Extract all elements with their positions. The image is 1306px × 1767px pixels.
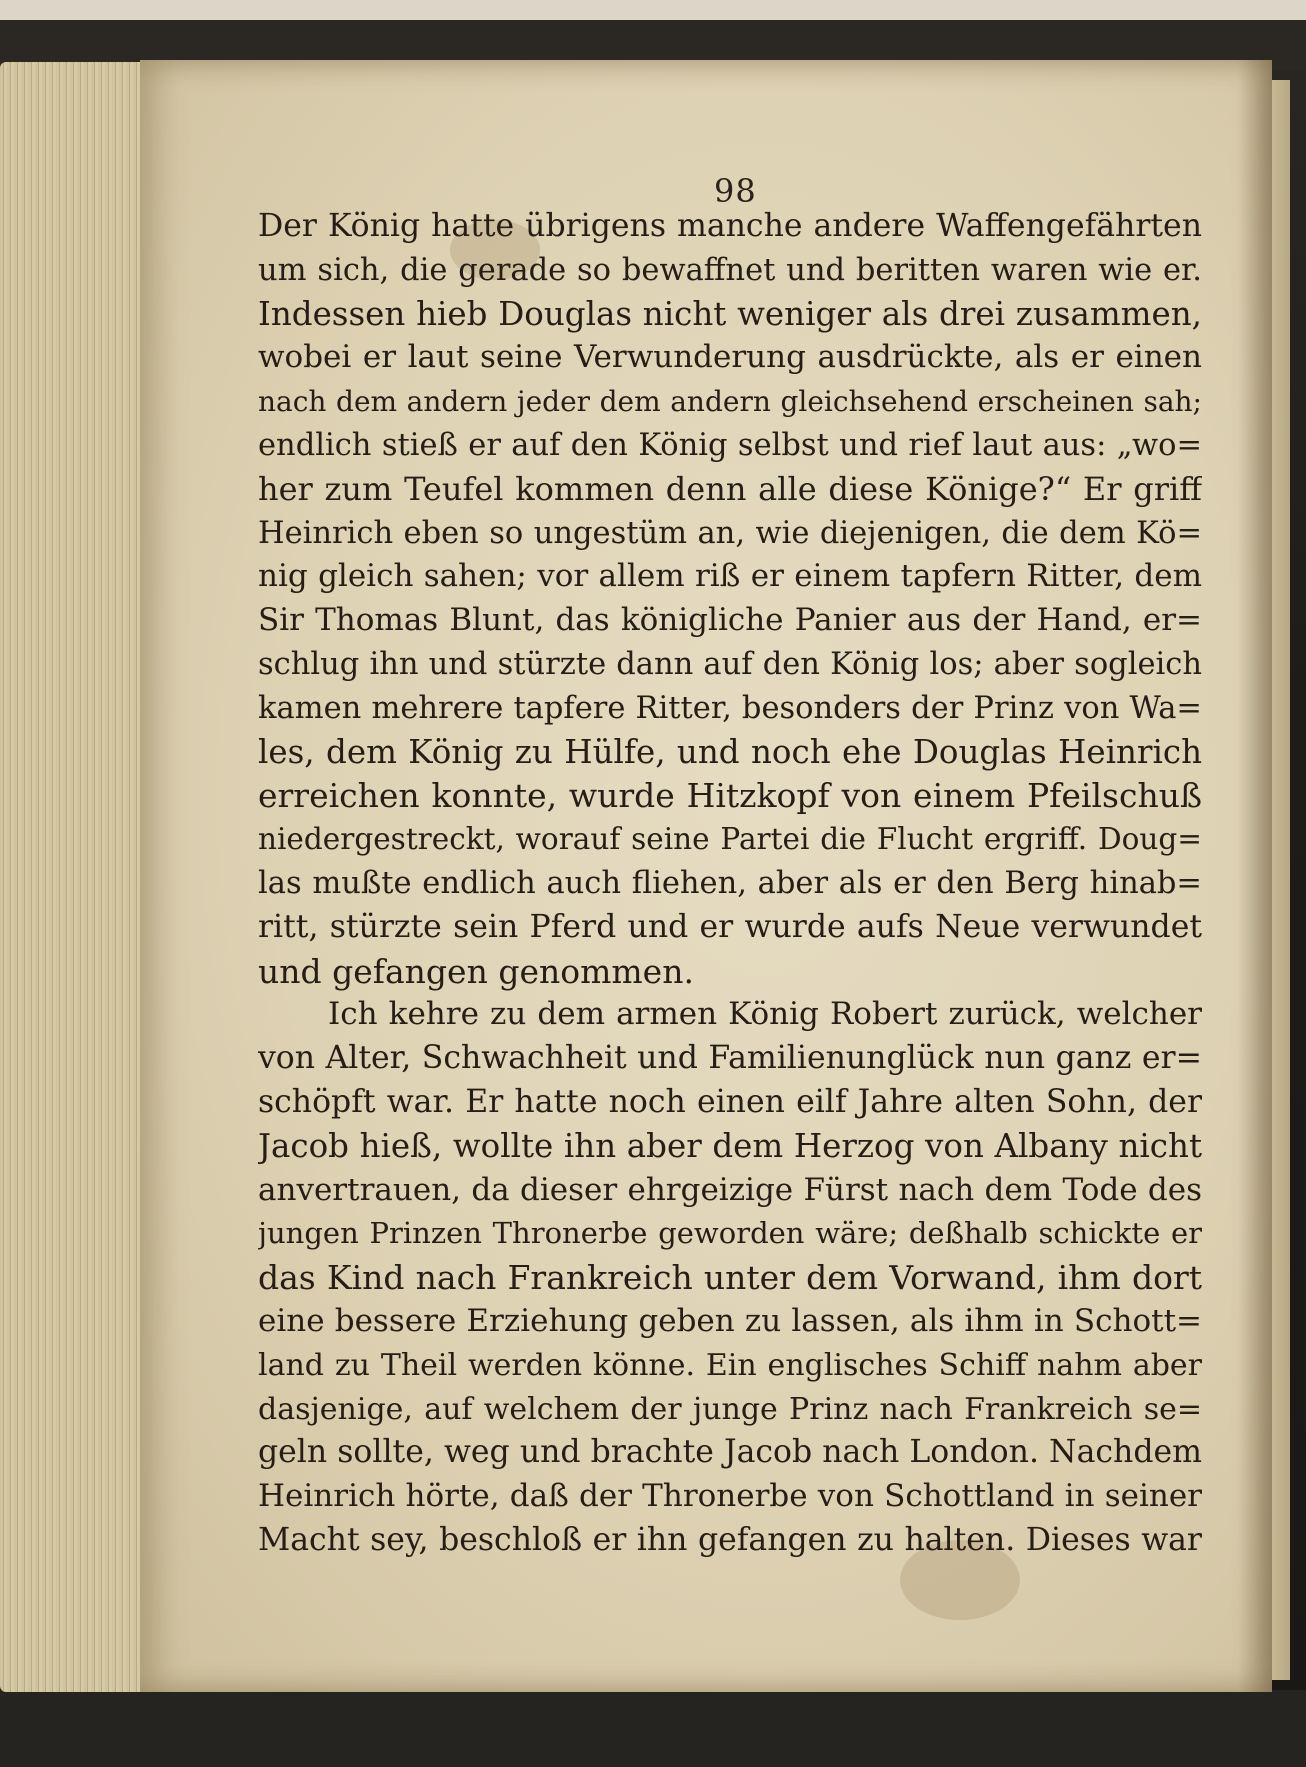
page-gutter-shadow xyxy=(1238,60,1272,1692)
text-line: Sir Thomas Blunt, das königliche Panier aus der Hand, er= xyxy=(258,602,1202,639)
cover-bottom-band xyxy=(0,1690,1306,1767)
text-line: Heinrich eben so ungestüm an, wie diejenigen, die dem Kö= xyxy=(258,515,1202,551)
text-line: um sich, die gerade so bewaffnet und beritten waren wie er. xyxy=(258,252,1202,288)
text-line: endlich stieß er auf den König selbst und rief laut aus: „wo= xyxy=(258,427,1202,463)
text-line: geln sollte, weg und brachte Jacob nach London. Nachdem xyxy=(258,1434,1202,1471)
text-line: eine bessere Erziehung geben zu lassen, als ihm in Schott= xyxy=(258,1302,1202,1339)
text-line: und gefangen genommen. xyxy=(258,951,694,991)
text-line: jungen Prinzen Thronerbe geworden wäre; deßhalb schickte er xyxy=(258,1216,1202,1251)
page-number: 98 xyxy=(714,172,757,210)
text-line: kamen mehrere tapfere Ritter, besonders der Prinz von Wa= xyxy=(258,690,1202,726)
text-line: ritt, stürzte sein Pferd und er wurde aufs Neue verwundet xyxy=(258,908,1202,945)
text-line: les, dem König zu Hülfe, und noch ehe Douglas Heinrich xyxy=(258,732,1202,771)
text-line: Der König hatte übrigens manche andere Waffengefährten xyxy=(258,208,1202,244)
text-line: schöpft war. Er hatte noch einen eilf Jahre alten Sohn, der xyxy=(258,1083,1202,1120)
stacked-page-edges xyxy=(0,62,150,1692)
text-line: Ich kehre zu dem armen König Robert zurück, welcher xyxy=(328,996,1202,1033)
text-line: Jacob hieß, wollte ihn aber dem Herzog von Albany nicht xyxy=(258,1126,1202,1165)
text-line: dasjenige, auf welchem der junge Prinz nach Frankreich se= xyxy=(258,1391,1202,1427)
text-line: erreichen konnte, wurde Hitzkopf von einem Pfeilschuß xyxy=(258,776,1202,816)
text-line: land zu Theil werden könne. Ein englisches Schiff nahm aber xyxy=(258,1347,1202,1383)
text-line: nach dem andern jeder dem andern gleichsehend erscheinen sah; xyxy=(258,385,1202,419)
text-line: Heinrich hörte, daß der Thronerbe von Schottland in seiner xyxy=(258,1478,1202,1515)
text-line: nig gleich sahen; vor allem riß er einem tapfern Ritter, dem xyxy=(258,558,1202,595)
text-line: Indessen hieb Douglas nicht weniger als drei zusammen, xyxy=(258,294,1202,333)
text-line: niedergestreckt, worauf seine Partei die Flucht ergriff. Doug= xyxy=(258,822,1202,857)
text-line: anvertrauen, da dieser ehrgeizige Fürst nach dem Tode des xyxy=(258,1171,1202,1208)
text-line: wobei er laut seine Verwunderung ausdrückte, als er einen xyxy=(258,339,1202,376)
text-line: von Alter, Schwachheit und Familienunglück nun ganz er= xyxy=(258,1040,1202,1077)
text-line: schlug ihn und stürzte dann auf den König los; aber sogleich xyxy=(258,646,1202,682)
text-line: Macht sey, beschloß er ihn gefangen zu halten. Dieses war xyxy=(258,1521,1202,1558)
text-line: her zum Teufel kommen denn alle diese Könige?“ Er griff xyxy=(258,469,1202,508)
text-line: das Kind nach Frankreich unter dem Vorwand, ihm dort xyxy=(258,1258,1202,1298)
body-text xyxy=(258,205,1202,1563)
text-line: las mußte endlich auch fliehen, aber als er den Berg hinab= xyxy=(258,865,1202,901)
